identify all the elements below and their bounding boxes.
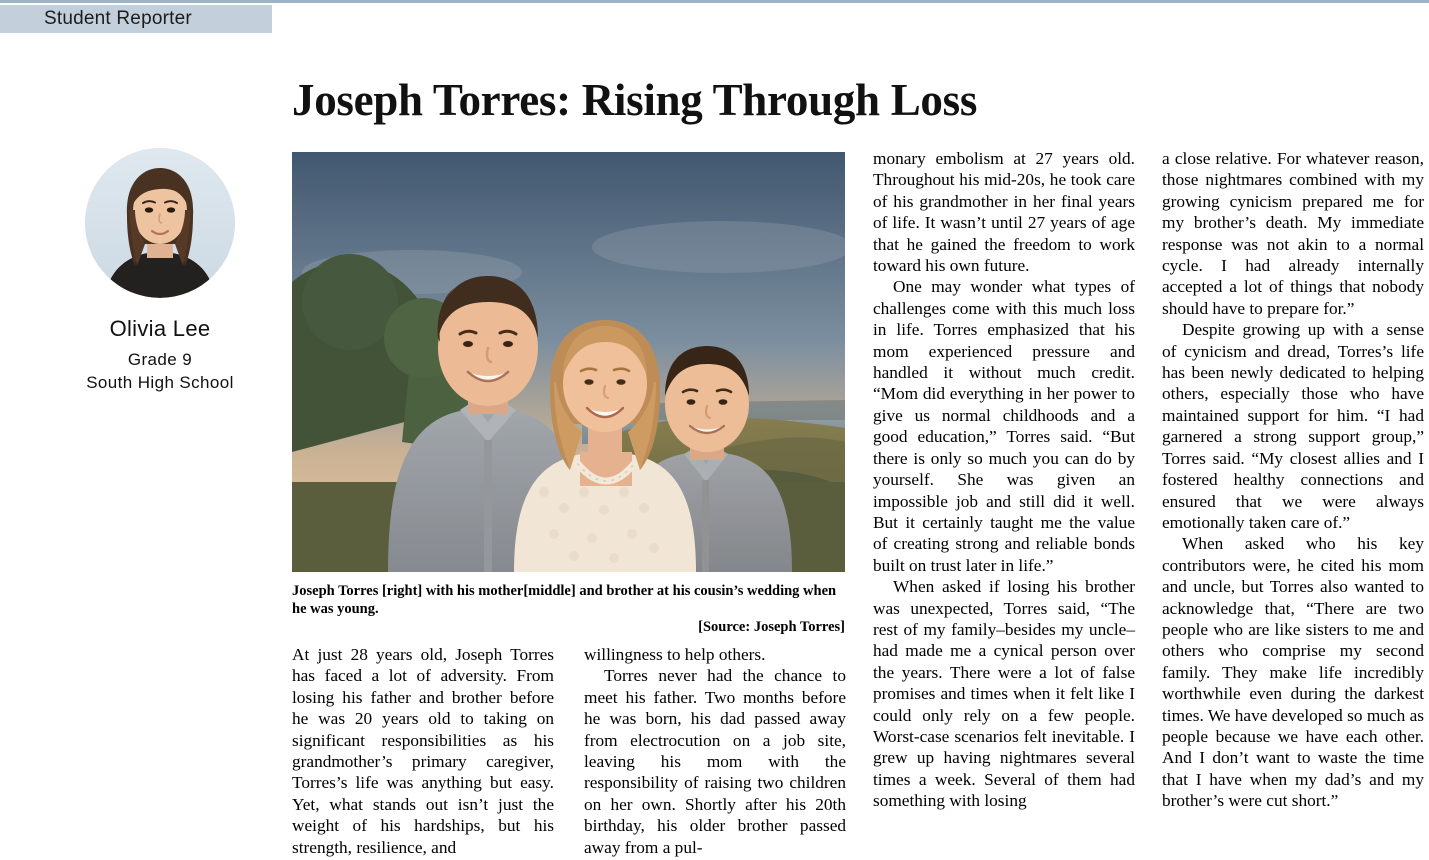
- article-paragraph: At just 28 years old, Joseph Torres has faced a lot of adversity. From losing his father and brother before he was 20 years old to taking on significant responsibilities as his grandmother’s primary caregiver, Torres’s life was anything but easy. Yet, what stands out isn’t just the weight of his hardships, but his strength, resilience, and: [292, 645, 554, 857]
- reporter-name: Olivia Lee: [109, 316, 211, 341]
- photo-caption-text: Joseph Torres [right] with his mother[middle] and brother at his cousin’s wedding when he was young.: [292, 583, 837, 617]
- section-tag: [0, 5, 272, 33]
- article-column-2: [584, 644, 846, 860]
- article-photo: [292, 152, 845, 572]
- photo-source: [Source: Joseph Torres]: [698, 619, 845, 635]
- reporter-school: South High School: [86, 373, 234, 392]
- article-column-4: [1162, 148, 1424, 860]
- article-paragraph: When asked if losing his brother was unexpected, Torres said, “The rest of my family–besides my uncle–had made me a cynical person over the years. There were a lot of false promises and times when it felt like I could only rely on a few people. Worst-case scenarios felt inevitable. I grew up having nightmares several times a week. Several of them had something with losing: [873, 577, 1135, 811]
- family-photo-illustration: [292, 152, 845, 572]
- article-paragraph: When asked who his key contributors were, he cited his mom and uncle, but Torres also wanted to acknowledge that, “There are two people who are like sisters to me and others who comprise my second family. They make life incredibly worthwhile even during the darkest times. We have developed so much as people because we have each other. And I don’t want to waste the time that I have when my dad’s and my brother’s were cut short.”: [1162, 534, 1424, 811]
- article-paragraph: a close relative. For whatever reason, those nightmares combined with my growing cynicism prepared me for my brother’s death. My immediate response was not akin to a normal cycle. I had already internally accepted a lot of things that nobody should have to prepare for.”: [1162, 149, 1424, 318]
- byline-block: [46, 148, 274, 394]
- avatar: [85, 148, 235, 298]
- reporter-grade: Grade 9: [127, 350, 193, 369]
- article-column-3: [873, 148, 1135, 860]
- page-top-rule: [0, 0, 1429, 3]
- article-paragraph: One may wonder what types of challenges come with this much loss in life. Torres emphasized that his mom experienced pressure and handled it without much credit. “Mom did everything in her power to give us normal childhoods and a good education,” Torres said. “But there is only so much you can do by yourself. She was given an impossible job and still did it well. But it certainly taught me the value of creating strong and reliable bonds built on trust later in life.”: [873, 277, 1135, 575]
- article-column-1: [292, 644, 554, 860]
- page-title: Joseph Torres: Rising Through Loss: [292, 75, 978, 126]
- article-paragraph: monary embolism at 27 years old. Throughout his mid-20s, he took care of his grandmother in her final years of life. It wasn’t until 27 years of age that he gained the freedom to work toward his own future.: [873, 149, 1135, 276]
- section-tag-label: Student Reporter: [44, 8, 192, 29]
- avatar-portrait-icon: [85, 148, 235, 298]
- article-paragraph: willingness to help others.: [584, 645, 766, 664]
- photo-caption: [292, 582, 845, 636]
- article-paragraph: Despite growing up with a sense of cynicism and dread, Torres’s life has been newly dedicated to helping others, especially those who have maintained support for him. “I had garnered a strong support group,” Torres said. “My closest allies and I fostered healthy connections and ensured that we were always emotionally taken care of.”: [1162, 320, 1424, 532]
- article-paragraph: Torres never had the chance to meet his father. Two months before he was born, his dad passed away from electrocution on a job site, leaving his mom with the responsibility of raising two children on her own. Shortly after his 20th birthday, his older brother passed away from a pul-: [584, 666, 846, 857]
